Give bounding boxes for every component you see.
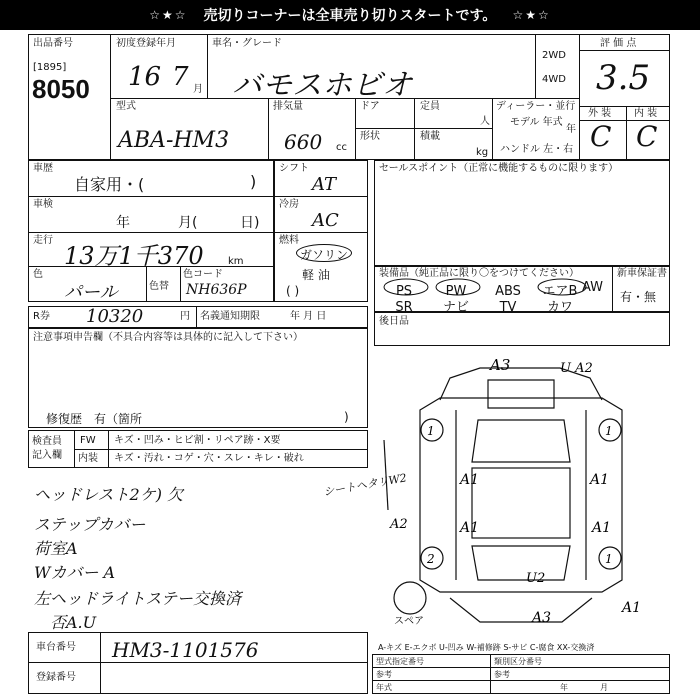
footer-model-year: 年式 [376,683,392,692]
inspector-label1: 検査員 [32,436,62,447]
mark-u2: U2 [526,571,546,586]
displacement-value: 660 [284,130,323,154]
type-label: 型式 [116,101,136,112]
footer-model-code: 型式指定番号 [376,657,424,666]
footer-ref-2: 参考 [494,670,510,679]
recycle-unit: 円 [180,311,190,322]
inspection-day: 日) [240,215,260,231]
new-warranty-value: 有・無 [620,290,657,304]
mark-a1-rr: A1 [592,520,612,536]
color-value: パール [64,282,118,303]
mark-a1-fr: A1 [590,472,610,488]
car-diagram [370,350,670,640]
mark-a3-bottom: A3 [532,610,552,626]
equipment-aw: AW [582,280,604,295]
footer-month: 月 [600,683,608,692]
model-year-label: モデル 年式 [510,117,563,128]
history-close: ) [250,172,257,191]
fuel-label: 燃料 [279,235,299,246]
inspection-month: 月( [178,215,198,231]
inspection-year: 年 [116,215,130,231]
circle-airbag [538,279,586,295]
dealer-label: ディーラー・並行 [496,101,576,112]
circle-pw [436,279,480,295]
inspector-row1: キズ・凹み・ヒビ割・リペア跡・X要 [114,435,281,446]
color-label: 色 [33,269,43,280]
aircon-value: AC [312,210,339,231]
note-4: Wカバー A [34,563,116,582]
notice-label: 名義通知期限 [200,311,260,322]
first-reg-year: 16 [128,62,162,92]
equipment-circles [374,266,614,312]
equipment-pw: PW [445,284,467,299]
note-3: 荷室A [34,539,78,558]
color-code: NH636P [186,282,247,298]
banner-stars-right: ☆★☆ [512,8,551,22]
mileage-label: 走行 [33,235,53,246]
mark-a1-rl: A1 [460,520,480,536]
equipment-label: 装備品（純正品に限り〇をつけてください） [379,268,579,279]
recycle-label: R券 [33,311,50,322]
model-year-unit: 年 [566,124,576,135]
grade-label: 評 価 点 [600,38,637,49]
first-reg-month-unit: 月 [193,84,203,95]
note-6: 否A.U [50,613,97,632]
registration-label: 登録番号 [36,672,76,683]
history-label: 車歴 [33,163,53,174]
note-5: 左ヘッドライトステー交換済 [34,589,242,608]
car-body-outline [420,398,622,592]
fuel-gasoline: ガソリン [300,248,349,262]
displacement-unit: cc [336,142,347,153]
inspector-naisou: 内装 [78,453,98,464]
equipment-ps: PS [395,284,413,299]
grade-exterior: C [590,120,612,153]
fuel-paren: ( ) [286,284,300,298]
shape-label: 形状 [360,131,380,142]
chassis-label: 車台番号 [36,642,76,653]
damage-legend: A-キズ E-エクボ U-凹み W-補修跡 S-サビ C-腐食 XX-交換済 [378,643,595,652]
lot-label: 出品番号 [33,38,73,49]
remarks-repair: 修復歴 有（箇所 [46,412,143,426]
equipment-tv: TV [499,300,517,315]
memo-label: 後日品 [379,316,409,327]
mark-ua2: U A2 [560,361,593,376]
history-value: 自家用・( [74,175,145,194]
load-unit: kg [476,147,489,158]
color-code-label: 色コード [183,269,223,280]
mileage-value: 13万1千370 [64,242,204,270]
top-banner [0,0,700,30]
mileage-unit: km [228,256,244,267]
footer-year: 年 [560,683,568,692]
car-rear-window [472,546,570,580]
type-value: ABA-HM3 [118,128,230,153]
lot-code: [1895] [33,62,67,73]
capacity-label: 定員 [420,101,440,112]
notice-value: 年 月 日 [290,311,327,322]
note-1: ヘッドレスト2ケ) 欠 [34,485,184,504]
first-reg-label: 初度登録年月 [116,38,176,49]
drive-2wd: 2WD [542,50,566,61]
footer-ref-1: 参考 [376,670,392,679]
inspection-label: 車検 [33,199,53,210]
displacement-label: 排気量 [273,101,303,112]
equipment-leather: カワ [546,300,573,315]
color-change-label: 色替 [149,281,169,292]
inspector-fw: FW [80,435,96,446]
equipment-airbag: エアB [542,284,578,299]
remarks-label: 注意事項申告欄（不具合内容等は具体的に記入して下さい） [33,332,303,343]
grade-interior-label: 内 装 [634,108,658,119]
fuel-diesel: 軽 油 [302,268,330,282]
drive-4wd: 4WD [542,74,566,85]
lot-number: 8050 [32,74,90,104]
inspector-row2: キズ・汚れ・コゲ・穴・スレ・キレ・破れ [114,453,304,464]
diagram-side-note: シートヘタリW2 [322,471,408,499]
model-name-value: バモスホビオ [232,68,412,103]
banner-text: 売切りコーナーは全車売り切りスタートです。 [203,8,497,24]
equipment-abs: ABS [495,284,521,299]
handle-label: ハンドル 左・右 [500,144,574,155]
car-roof [472,468,570,538]
grade-interior: C [636,120,658,153]
load-label: 積載 [420,131,440,142]
capacity-unit: 人 [480,116,490,127]
chassis-value: HM3-1101576 [112,638,259,662]
remarks-repair-close: ) [344,410,349,424]
banner-stars-left: ☆★☆ [149,8,188,22]
recycle-value: 10320 [86,306,144,327]
circle-ps [384,279,428,295]
mark-a2-left: A2 [390,517,408,532]
mark-a1-rear: A1 [622,600,642,616]
first-reg-month: 7 [172,62,189,92]
mark-rr-wheel: 1 [605,552,613,566]
shift-label: シフト [279,163,309,174]
spare-tire [394,582,426,614]
mark-a1-fl: A1 [460,472,480,488]
car-hood [488,380,554,408]
car-windshield [472,420,570,462]
car-rear-bottom [450,598,592,622]
note-2: ステップカバー [34,515,146,534]
inspector-label2: 記入欄 [32,450,62,461]
equipment-navi: ナビ [442,300,469,315]
mark-rl-wheel: 2 [427,552,435,566]
grade-score: 3.5 [596,58,651,98]
diagram-spare-label: スペア [394,616,424,627]
equipment-sr: SR [395,300,413,315]
sales-point-block [374,160,670,266]
sales-point-label: セールスポイント（正常に機能するものに限ります） [379,163,619,174]
shift-value: AT [312,174,337,195]
model-name-label: 車名・グレード [212,38,282,49]
memo-box [374,312,670,346]
grade-exterior-label: 外 装 [588,108,612,119]
mark-fr-wheel: 1 [605,424,613,438]
footer-category: 類別区分番号 [494,657,542,666]
mark-a3-top: A3 [490,356,511,374]
doors-label: ドア [360,101,380,112]
new-warranty-label: 新車保証書 [617,268,667,279]
mark-fl-wheel: 1 [427,424,435,438]
fuel-circle [296,244,352,262]
aircon-label: 冷房 [279,199,299,210]
